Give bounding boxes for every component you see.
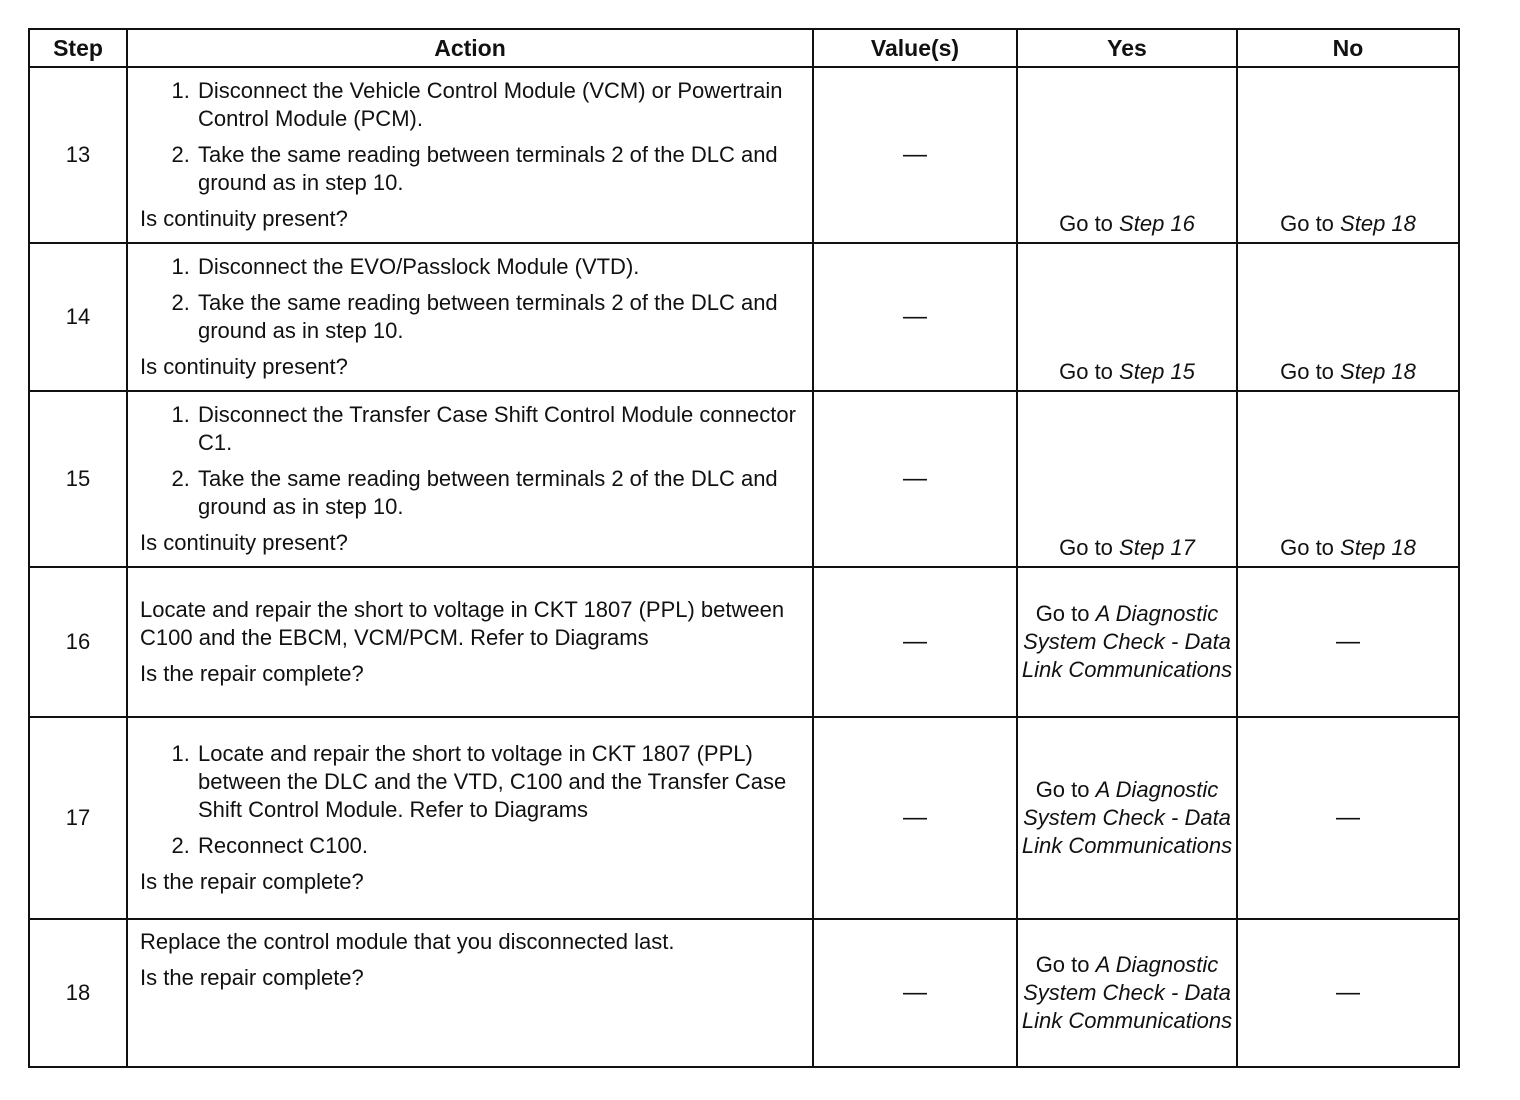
action-cell bbox=[127, 567, 813, 717]
value-cell: — bbox=[813, 567, 1017, 717]
value-cell: — bbox=[813, 391, 1017, 567]
goto-link[interactable]: Step 15 bbox=[1119, 359, 1195, 384]
header-step: Step bbox=[29, 29, 127, 67]
goto-prefix: Go to bbox=[1035, 601, 1090, 626]
action-question: Is the repair complete? bbox=[140, 869, 364, 894]
goto-link[interactable]: A Diagnostic System Check - Data Link Communications bbox=[1021, 952, 1233, 1033]
action-item: 2. Take the same reading between terminals 2 of the DLC and ground as in step 10. bbox=[196, 289, 798, 345]
no-cell: — bbox=[1237, 567, 1459, 717]
yes-cell bbox=[1017, 67, 1237, 243]
step-number: 13 bbox=[29, 67, 127, 243]
value-cell: — bbox=[813, 717, 1017, 919]
action-item: 1. Disconnect the Transfer Case Shift Control Module connector C1. bbox=[196, 401, 798, 457]
no-cell: — bbox=[1237, 919, 1459, 1067]
table-row-step-18 bbox=[29, 919, 1459, 1067]
step-number: 18 bbox=[29, 919, 127, 1067]
goto-link[interactable]: Step 18 bbox=[1340, 359, 1416, 384]
header-no: No bbox=[1237, 29, 1459, 67]
action-item: 1. Locate and repair the short to voltage in CKT 1807 (PPL) between the DLC and the VTD, C100 and the Transfer Case Shift Control Module. Refer to Diagrams bbox=[196, 740, 798, 824]
value-cell: — bbox=[813, 67, 1017, 243]
step-number: 15 bbox=[29, 391, 127, 567]
goto-link[interactable]: Step 18 bbox=[1340, 211, 1416, 236]
action-item: 1. Disconnect the Vehicle Control Module (VCM) or Powertrain Control Module (PCM). bbox=[196, 77, 798, 133]
goto-link[interactable]: A Diagnostic System Check - Data Link Communications bbox=[1021, 777, 1233, 858]
no-cell: — bbox=[1237, 717, 1459, 919]
no-cell bbox=[1237, 391, 1459, 567]
goto-link[interactable]: A Diagnostic System Check - Data Link Communications bbox=[1021, 601, 1233, 682]
yes-cell bbox=[1017, 567, 1237, 717]
action-item: 1. Disconnect the EVO/Passlock Module (VTD). bbox=[196, 253, 798, 281]
header-action: Action bbox=[127, 29, 813, 67]
table-header-row bbox=[29, 29, 1459, 67]
action-text: Locate and repair the short to voltage in CKT 1807 (PPL) between C100 and the EBCM, VCM/PCM. Refer to Diagrams bbox=[140, 597, 785, 650]
action-text: Replace the control module that you disconnected last. bbox=[140, 929, 675, 954]
action-question: Is the repair complete? bbox=[140, 661, 364, 686]
step-number: 16 bbox=[29, 567, 127, 717]
value-cell: — bbox=[813, 243, 1017, 391]
goto-link[interactable]: Step 17 bbox=[1119, 535, 1195, 560]
action-item: 2. Take the same reading between terminals 2 of the DLC and ground as in step 10. bbox=[196, 465, 798, 521]
header-values: Value(s) bbox=[813, 29, 1017, 67]
action-cell bbox=[127, 391, 813, 567]
yes-cell bbox=[1017, 717, 1237, 919]
table-row-step-17 bbox=[29, 717, 1459, 919]
step-number: 14 bbox=[29, 243, 127, 391]
action-cell bbox=[127, 717, 813, 919]
no-cell bbox=[1237, 67, 1459, 243]
goto-link[interactable]: Step 18 bbox=[1340, 535, 1416, 560]
goto-prefix: Go to bbox=[1059, 535, 1113, 560]
goto-prefix: Go to bbox=[1280, 359, 1334, 384]
goto-prefix: Go to bbox=[1280, 535, 1334, 560]
action-question: Is continuity present? bbox=[140, 206, 348, 231]
yes-cell bbox=[1017, 391, 1237, 567]
goto-prefix: Go to bbox=[1059, 359, 1113, 384]
table-row-step-15 bbox=[29, 391, 1459, 567]
goto-prefix: Go to bbox=[1035, 952, 1090, 977]
goto-link[interactable]: Step 16 bbox=[1119, 211, 1195, 236]
action-cell bbox=[127, 919, 813, 1067]
action-item: 2. Take the same reading between terminals 2 of the DLC and ground as in step 10. bbox=[196, 141, 798, 197]
diagnostic-table-document bbox=[28, 28, 1458, 1068]
action-question: Is continuity present? bbox=[140, 354, 348, 379]
goto-prefix: Go to bbox=[1280, 211, 1334, 236]
action-cell bbox=[127, 67, 813, 243]
diagnostic-steps-table bbox=[28, 28, 1460, 1068]
action-question: Is continuity present? bbox=[140, 530, 348, 555]
table-row-step-13 bbox=[29, 67, 1459, 243]
action-item: 2. Reconnect C100. bbox=[196, 832, 798, 860]
goto-prefix: Go to bbox=[1059, 211, 1113, 236]
yes-cell bbox=[1017, 919, 1237, 1067]
step-number: 17 bbox=[29, 717, 127, 919]
action-question: Is the repair complete? bbox=[140, 965, 364, 990]
action-cell bbox=[127, 243, 813, 391]
table-row-step-14 bbox=[29, 243, 1459, 391]
goto-prefix: Go to bbox=[1035, 777, 1090, 802]
yes-cell bbox=[1017, 243, 1237, 391]
table-row-step-16 bbox=[29, 567, 1459, 717]
value-cell: — bbox=[813, 919, 1017, 1067]
no-cell bbox=[1237, 243, 1459, 391]
header-yes: Yes bbox=[1017, 29, 1237, 67]
